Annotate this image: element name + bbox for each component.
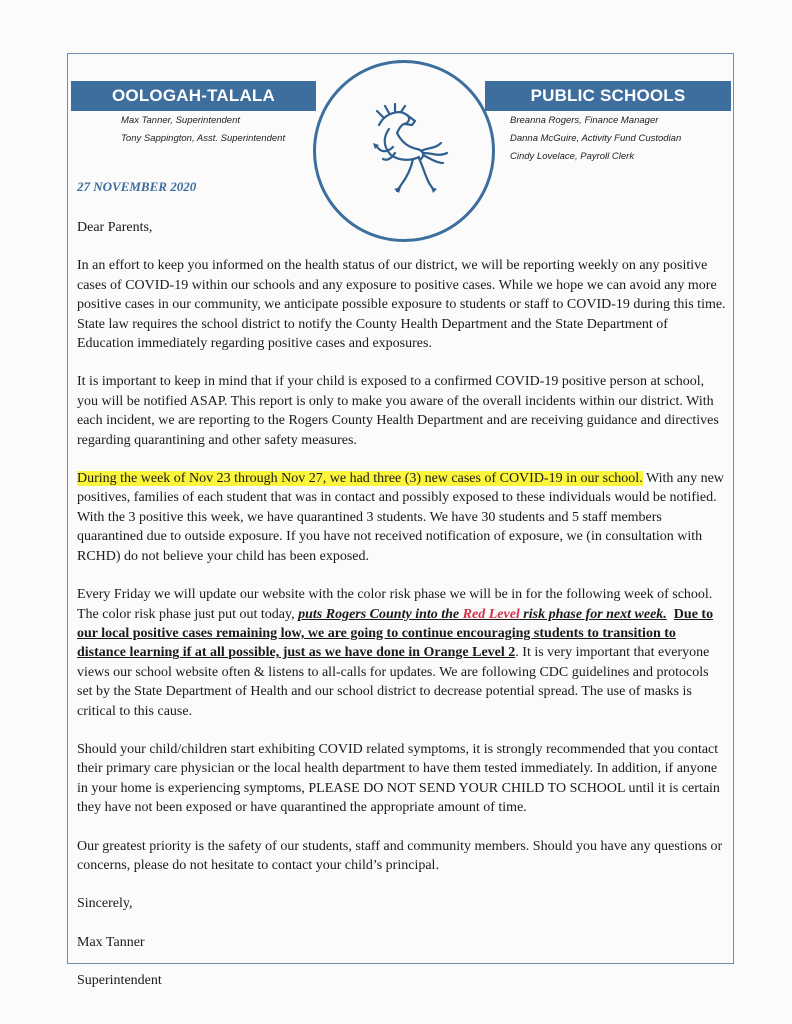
- letter-date: 27 NOVEMBER 2020: [77, 179, 197, 194]
- left-staff-list: [121, 112, 285, 148]
- logo-seal: [313, 60, 495, 242]
- paragraph-2: It is important to keep in mind that if your child is exposed to a confirmed COVID-19 positive person at school, you will be notified ASAP. This report is only to make you aware of the overall incidents within our district. With each incident, we are reporting to the Rogers County Health Department and are receiving guidance and directives regarding quarantining and other safety measures.: [77, 374, 719, 448]
- valediction: Sincerely,: [77, 896, 133, 912]
- paragraph-3: [77, 469, 727, 566]
- salutation: Dear Parents,: [77, 220, 153, 235]
- staff-activity-fund-custodian: Danna McGuire, Activity Fund Custodian: [510, 133, 682, 144]
- highlighted-case-count: During the week of Nov 23 through Nov 27, we had three (3) new cases of COVID-19 in our school.: [77, 471, 643, 487]
- staff-asst-superintendent: Tony Sappington, Asst. Superintendent: [121, 133, 286, 144]
- paragraph-6: Our greatest priority is the safety of our students, staff and community members. Should you have any questions or concerns, please do not hesitate to contact your child’s principal.: [77, 838, 723, 873]
- distance-learning-emphasis: Due to our local positive cases remaining low, we are going to continue encouraging students to transition to distance learning if at all possible, just as we have done in Orange Level 2: [77, 606, 714, 661]
- risk-phase-emphasis: [298, 607, 667, 622]
- staff-payroll-clerk: Cindy Lovelace, Payroll Clerk: [510, 151, 635, 162]
- staff-finance-manager: Breanna Rogers, Finance Manager: [510, 115, 659, 126]
- signer-title: Superintendent: [77, 973, 162, 989]
- paragraph-4-rest: . It is very important that everyone views our school website often & listens to all-calls for updates. We are following CDC guidelines and protocols set by the State Department of Health and our school district to decrease potential spread. The use of masks is critical to this cause.: [77, 645, 710, 719]
- paragraph-4-intro: Every Friday we will update our website with the color risk phase we will be in for the following week of school. The color risk phase just put out today,: [77, 587, 713, 622]
- paragraph-1: In an effort to keep you informed on the health status of our district, we will be reporting weekly on any positive cases of COVID-19 within our schools and any exposure to positive cases. While we hope we can avoid any more positive cases in our community, we anticipate possible exposure to students or staff to COVID-19 during this time. State law requires the school district to notify the County Health Department and the State Department of Education immediately regarding positive cases and exposures.: [77, 258, 726, 352]
- red-level-text: Red Level: [462, 606, 520, 622]
- risk-phase-text: puts Rogers County into the: [298, 606, 463, 622]
- paragraph-4: [77, 585, 727, 721]
- signer-name: Max Tanner: [77, 934, 145, 950]
- paragraph-3-text: With any new positives, families of each student that was in contact and possibly exposed to these individuals would be notified. With the 3 positive this week, we have quarantined 3 students. We have 30 students and 5 staff members quarantined due to outside exposure. If you have not received notification of exposure, we (in consultation with RCHD) do not believe your child has been exposed.: [77, 471, 724, 564]
- staff-superintendent: Max Tanner, Superintendent: [121, 115, 241, 126]
- risk-phase-next-week: risk phase for next week.: [519, 606, 667, 622]
- letter-body: [77, 218, 727, 1010]
- district-name-banner: OOLOGAH-TALALA: [71, 81, 316, 111]
- mustang-horse-icon: [349, 103, 459, 203]
- right-staff-list: [510, 112, 681, 166]
- public-schools-banner: PUBLIC SCHOOLS: [485, 81, 731, 111]
- paragraph-5: Should your child/children start exhibiting COVID related symptoms, it is strongly recommended that you contact their primary care physician or the local health department to have them tested immediately. In addition, if anyone in your home is experiencing symptoms, PLEASE DO NOT SEND YOUR CHILD TO SCHOOL until it is certain they have not been exposed or have quarantined the appropriate amount of time.: [77, 741, 720, 816]
